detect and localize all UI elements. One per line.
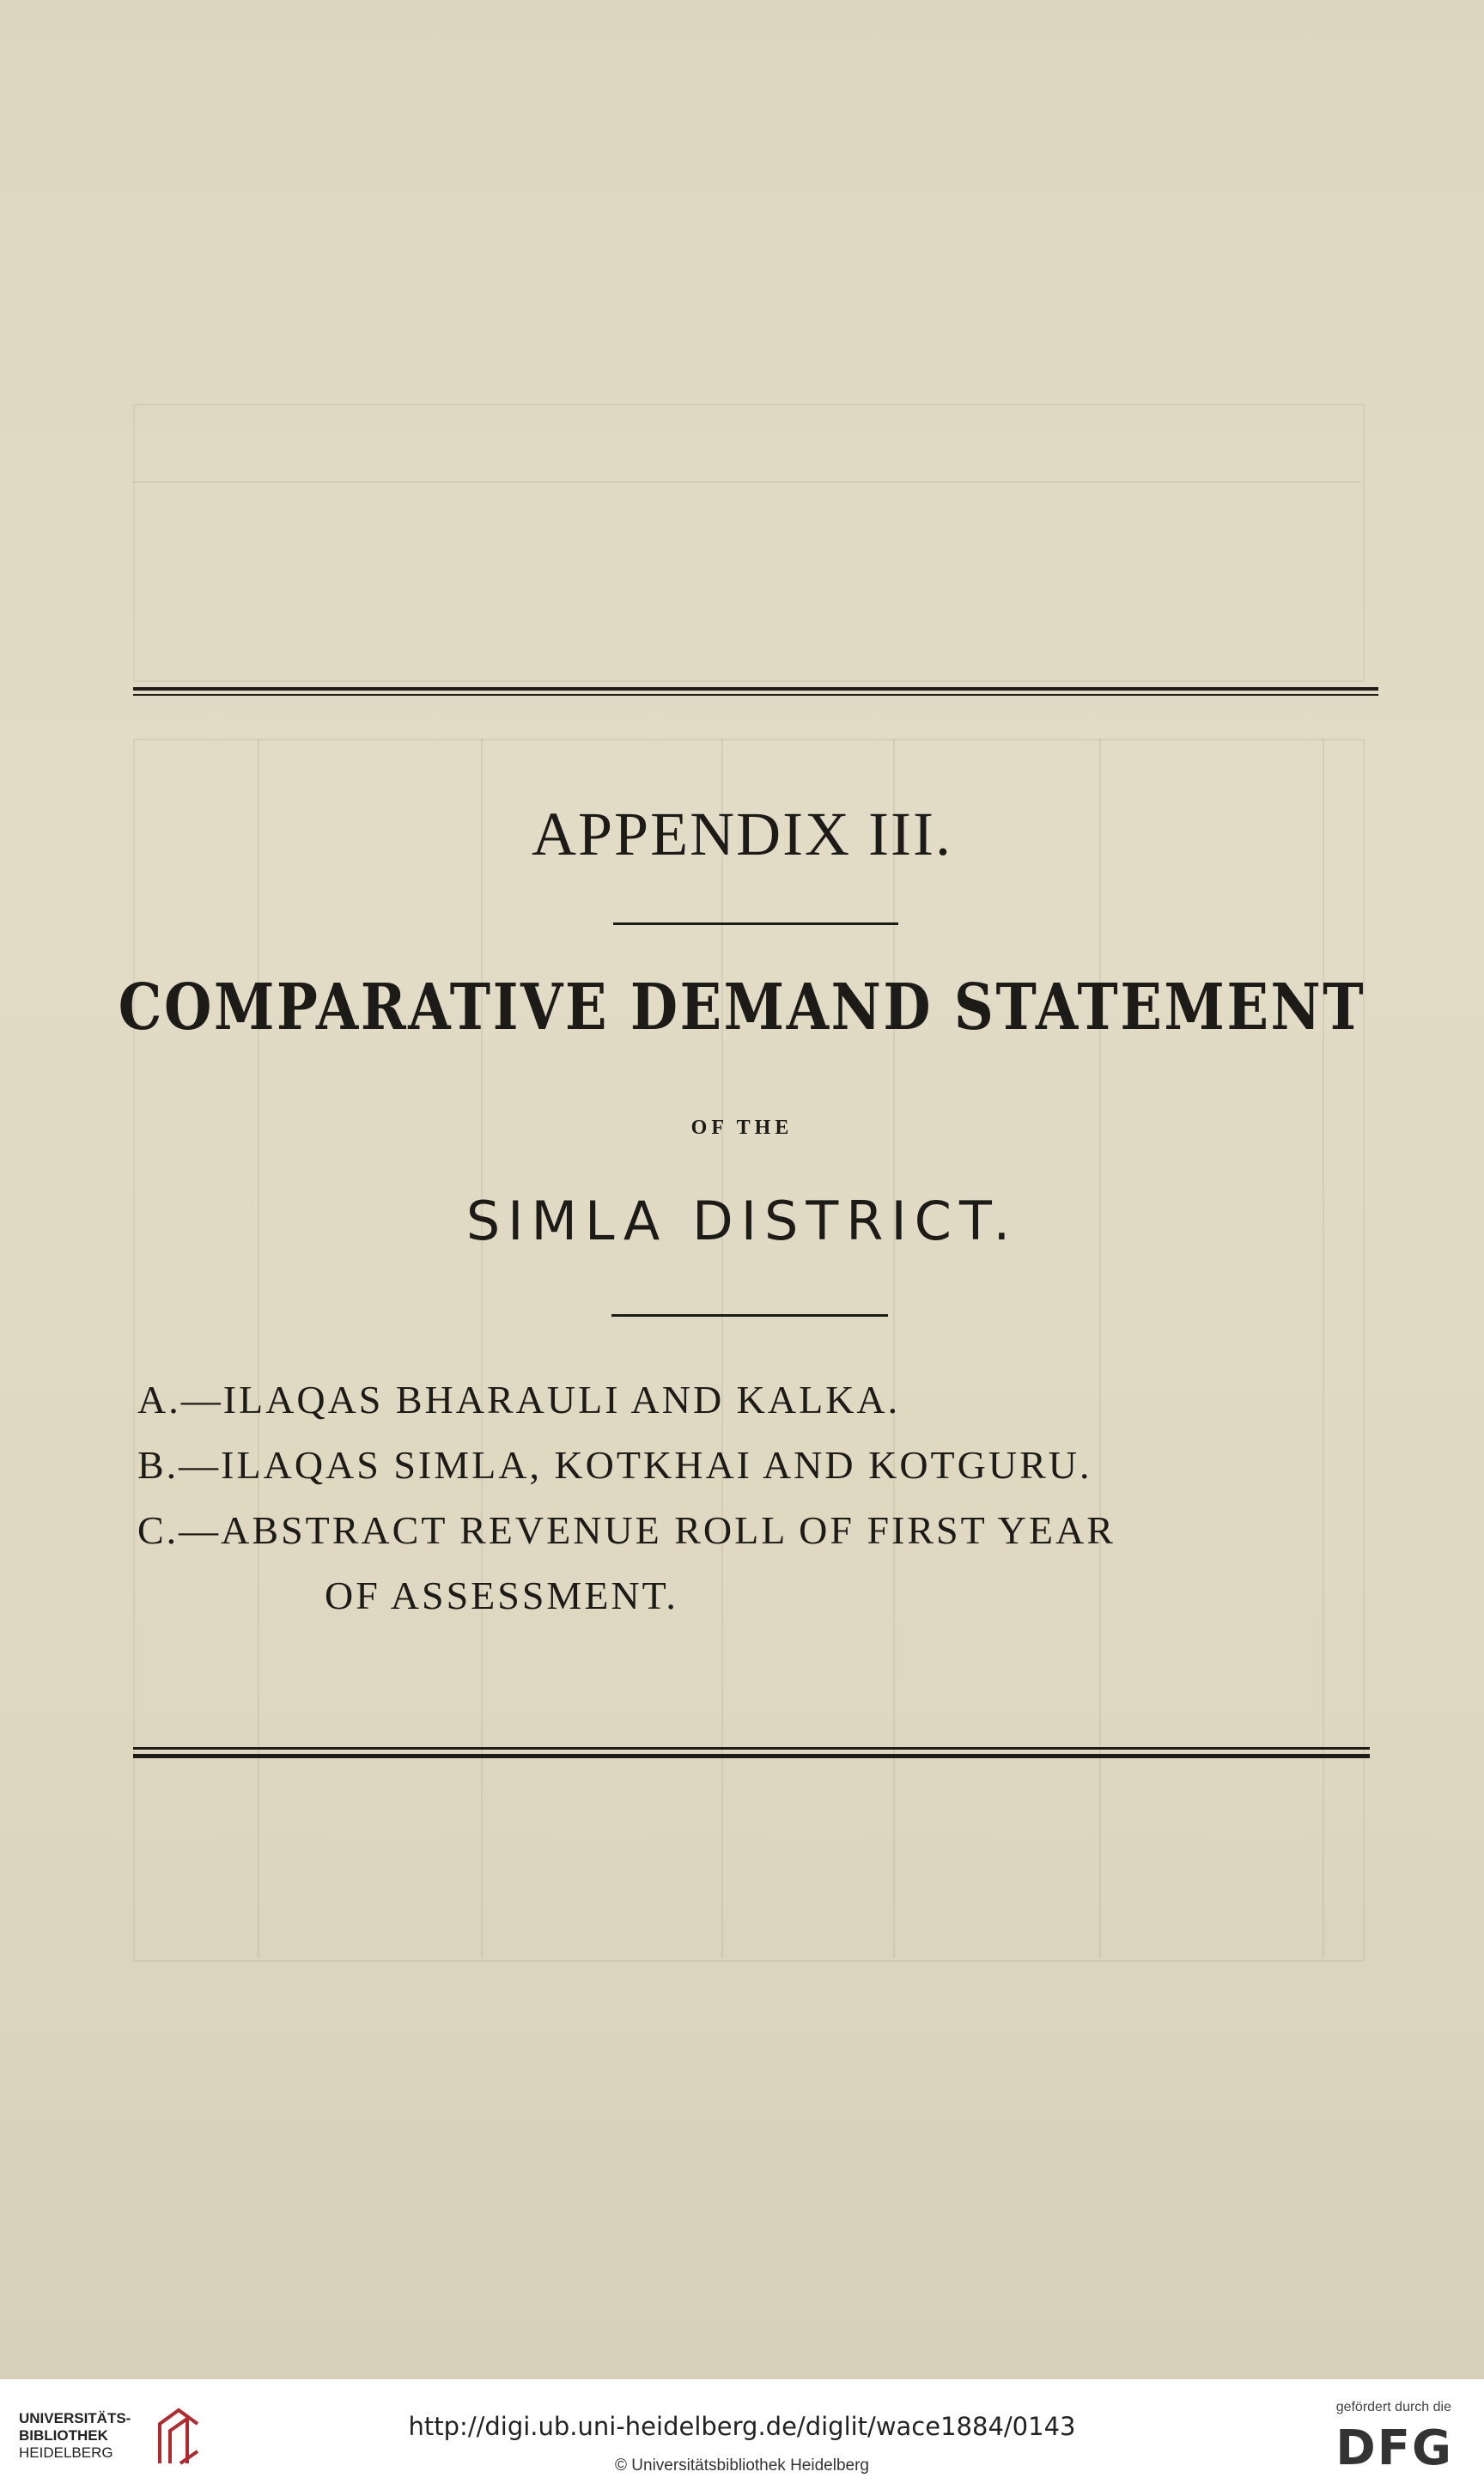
bleed-through-rule — [721, 739, 723, 1958]
bleed-through-rule — [133, 481, 1361, 483]
university-library-logo: UNIVERSITÄTS- BIBLIOTHEK HEIDELBERG — [19, 2410, 131, 2461]
bottom-rule-thin — [133, 1747, 1370, 1750]
appendix-heading: APPENDIX III. — [532, 800, 952, 868]
bleed-through-rule — [893, 739, 895, 1958]
funding-label: gefördert durch die — [1335, 2400, 1451, 2414]
contents-item: B.—ILAQAS SIMLA, KOTKHAI AND KOTGURU. — [137, 1443, 1092, 1487]
top-rule-thin — [133, 694, 1378, 696]
of-the-line: OF THE — [690, 1117, 794, 1139]
separator-rule — [613, 922, 898, 925]
bottom-rule — [133, 1754, 1370, 1758]
page-url-link[interactable]: http://digi.ub.uni-heidelberg.de/diglit/wace1884/0143 — [408, 2412, 1076, 2441]
contents-item: C.—ABSTRACT REVENUE ROLL OF FIRST YEAR — [137, 1508, 1116, 1552]
top-rule — [133, 687, 1378, 691]
contents-item-continuation: OF ASSESSMENT. — [325, 1574, 678, 1617]
bleed-through-rule — [1099, 739, 1101, 1958]
document-title: COMPARATIVE DEMAND STATEMENT — [118, 971, 1366, 1044]
copyright-notice: © Universitätsbibliothek Heidelberg — [615, 2457, 869, 2475]
library-footer — [0, 2379, 1484, 2490]
district-name: SIMLA DISTRICT. — [465, 1190, 1019, 1252]
contents-list — [137, 1374, 1383, 1635]
dfg-logo: DFG — [1335, 2420, 1453, 2476]
separator-rule — [611, 1314, 888, 1317]
bleed-through-table — [133, 404, 1365, 682]
contents-item: A.—ILAQAS BHARAULI AND KALKA. — [137, 1378, 901, 1422]
bleed-through-rule — [258, 739, 259, 1958]
bleed-through-rule — [481, 739, 483, 1958]
bleed-through-rule — [1323, 739, 1324, 1958]
